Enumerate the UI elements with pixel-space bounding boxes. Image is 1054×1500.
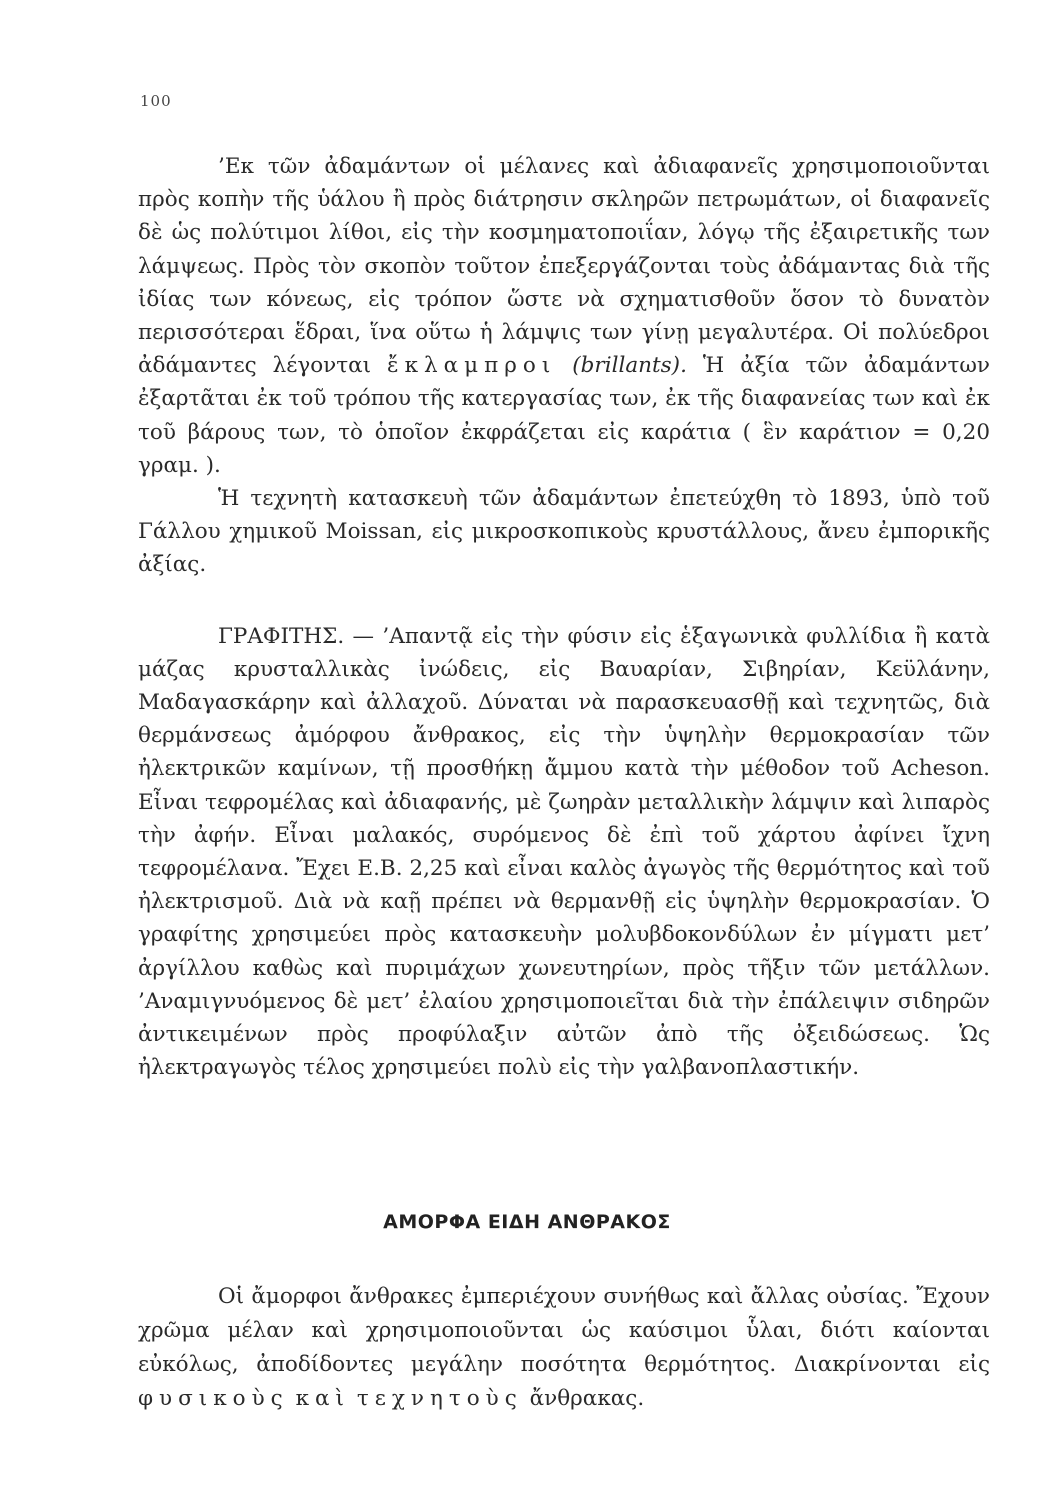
- italic-term: (brillants).: [572, 353, 687, 379]
- paragraph-graphite: [138, 620, 990, 1085]
- paragraph-text: ’Εκ τῶν ἀδαμάντων οἱ μέλανες καὶ ἀδιαφανεῖς χρησιμοποιοῦνται πρὸς κοπὴν τῆς ὑάλου ἢ πρὸς διάτρησιν σκληρῶν πετρωμάτων, οἱ διαφανεῖς δὲ ὡς πολύτιμοι λίθοι, εἰς τὴν κοσμηματοποιΐαν, λόγῳ τῆς ἐξαιρετικῆς των λάμψεως. Πρὸς τὸν σκοπὸν τοῦτον ἐπεξεργάζονται τοὺς ἀδάμαντας διὰ τῆς ἰδίας των κόνεως, εἰς τρόπον ὥστε νὰ σχηματισθοῦν ὅσον τὸ δυνατὸν περισσότεραι ἕδραι, ἵνα οὕτω ἡ λάμψις των γίνῃ μεγαλυτέρα. Οἱ πολύεδροι ἀδάμαντες λέγονται: [138, 154, 990, 379]
- paragraph-text: Οἱ ἄμορφοι ἄνθρακες ἐμπεριέχουν συνήθως καὶ ἄλλας οὐσίας. Ἔχουν χρῶμα μέλαν καὶ χρησιμοποιοῦνται ὡς καύσιμοι ὗλαι, διότι καίονται εὐκόλως, ἀποδίδοντες μεγάλην ποσότητα θερμότητος. Διακρίνονται εἰς: [138, 1284, 990, 1377]
- spaced-term: ἔκλαμπροι: [387, 353, 557, 379]
- spaced-term: καὶ: [295, 1386, 350, 1411]
- paragraph-diamond-uses: [138, 150, 990, 482]
- section-text-block: [138, 1280, 990, 1416]
- paragraph-amorphous-carbon: [138, 1280, 990, 1416]
- main-text-block: [138, 150, 990, 1084]
- paragraph-text: ἄνθρακας.: [529, 1386, 645, 1411]
- graphite-title: ΓΡΑΦΙΤΗΣ.: [218, 623, 345, 649]
- spaced-term: τεχνητοὺς: [356, 1386, 523, 1411]
- paragraph-text: Ἡ τεχνητὴ κατασκευὴ τῶν ἀδαμάντων ἐπετεύχθη τὸ 1893, ὑπὸ τοῦ Γάλλου χημικοῦ Moissan, εἰς μικροσκοπικοὺς κρυστάλλους, ἄνευ ἐμπορικῆς ἀξίας.: [138, 486, 990, 578]
- paragraph-text: Ἡ ἀξία τῶν ἀδαμάντων ἐξαρτᾶται ἐκ τοῦ τρόπου τῆς κατεργασίας των, ἐκ τῆς διαφανείας των καὶ ἐκ τοῦ βάρους των, τὸ ὁποῖον ἐκφράζεται εἰς καράτια ( ἓν καράτιον = 0,20 γραμ. ).: [138, 353, 990, 478]
- page-number: 100: [140, 92, 172, 110]
- paragraph-artificial-diamonds: [138, 482, 990, 582]
- section-heading: ΑΜΟΡΦΑ ΕΙΔΗ ΑΝΘΡΑΚΟΣ: [383, 1211, 671, 1233]
- paragraph-text: — ’Απαντᾷ εἰς τὴν φύσιν εἰς ἑξαγωνικὰ φυλλίδια ἢ κατὰ μάζας κρυσταλλικὰς ἰνώδεις, εἰς Βαυαρίαν, Σιβηρίαν, Κεϋλάνην, Μαδαγασκάρην καὶ ἀλλαχοῦ. Δύναται νὰ παρασκευασθῇ καὶ τεχνητῶς, διὰ θερμάνσεως ἀμόρφου ἄνθρακος, εἰς τὴν ὑψηλὴν θερμοκρασίαν τῶν ἠλεκτρικῶν καμίνων, τῇ προσθήκῃ ἄμμου κατὰ τὴν μέθοδον τοῦ Acheson. Εἶναι τεφρομέλας καὶ ἀδιαφανής, μὲ ζωηρὰν μεταλλικὴν λάμψιν καὶ λιπαρὸς τὴν ἀφήν. Εἶναι μαλακός, συρόμενος δὲ ἐπὶ τοῦ χάρτου ἀφίνει ἴχνη τεφρομέλανα. Ἔχει Ε.Β. 2,25 καὶ εἶναι καλὸς ἀγωγὸς τῆς θερμότητος καὶ τοῦ ἠλεκτρισμοῦ. Διὰ νὰ καῇ πρέπει νὰ θερμανθῇ εἰς ὑψηλὴν θερμοκρασίαν. Ὁ γραφίτης χρησιμεύει πρὸς κατασκευὴν μολυβδοκονδύλων ἐν μίγματι μετ’ ἀργίλλου καθὼς καὶ πυριμάχων χωνευτηρίων, πρὸς τῆξιν τῶν μετάλλων. ’Αναμιγνυόμενος δὲ μετ’ ἐλαίου χρησιμοποιεῖται διὰ τὴν ἐπάλειψιν σιδηρῶν ἀντικειμένων πρὸς προφύλαξιν αὐτῶν ἀπὸ τῆς ὀξειδώσεως. Ὡς ἠλεκτραγωγὸς τέλος χρησιμεύει πολὺ εἰς τὴν γαλβανοπλαστικήν.: [138, 623, 990, 1081]
- spaced-term: φυσικοὺς: [138, 1386, 289, 1411]
